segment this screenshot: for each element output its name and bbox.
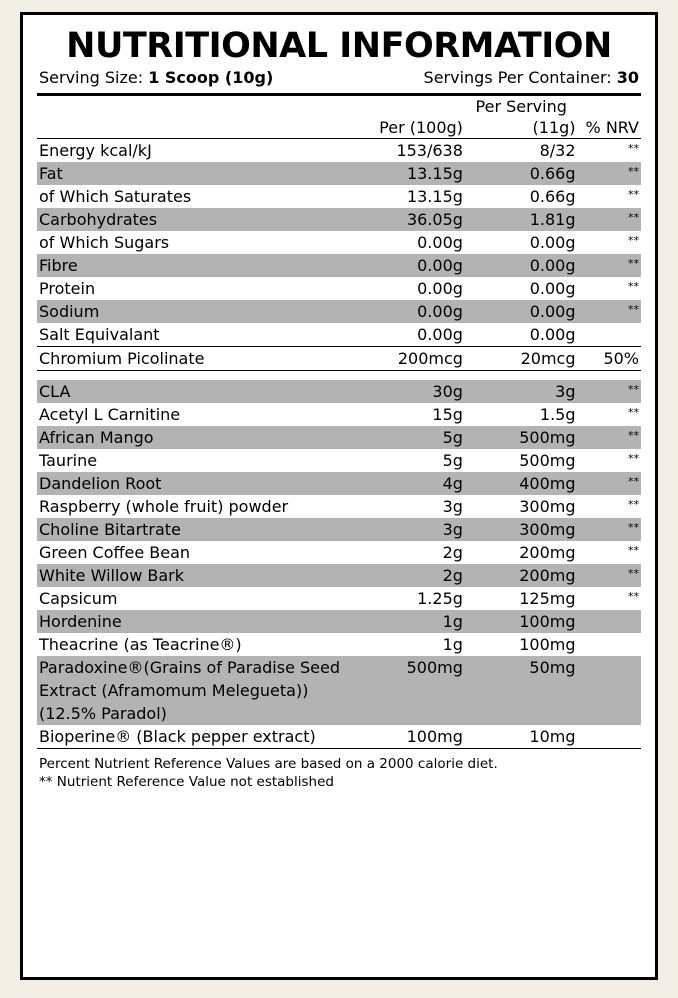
value-per-serving: 300mg: [519, 497, 576, 516]
value-per-100g: 153/638: [396, 141, 463, 160]
table-row: [37, 495, 641, 518]
value-nrv: **: [578, 300, 641, 323]
value-per-serving: 0.00g: [465, 254, 578, 277]
value-per-100g: 0.00g: [344, 300, 465, 323]
value-per-100g: 200mcg: [397, 349, 463, 368]
table-row: [37, 380, 641, 403]
value-per-serving: 125mg: [519, 589, 576, 608]
value-nrv: **: [578, 564, 641, 587]
value-per-serving: 500mg: [465, 426, 578, 449]
value-nrv: **: [578, 426, 641, 449]
value-nrv: [578, 610, 641, 633]
servings-per-container-value: 30: [616, 68, 639, 87]
value-per-100g: 36.05g: [344, 208, 465, 231]
nutrient-name: Chromium Picolinate: [39, 349, 205, 368]
value-nrv: **: [578, 380, 641, 403]
value-nrv: **: [628, 406, 639, 419]
table-row: [37, 472, 641, 495]
table-body-blend: [37, 380, 641, 748]
header-spacer: [37, 96, 344, 117]
value-nrv: **: [628, 590, 639, 603]
value-per-100g: 2g: [344, 564, 465, 587]
nutrient-name: Choline Bitartrate: [37, 518, 344, 541]
value-nrv: **: [578, 208, 641, 231]
header-spacer-2: [344, 96, 465, 117]
nutrient-name: Taurine: [39, 451, 98, 470]
value-per-serving: 0.00g: [465, 300, 578, 323]
nutrient-name: Protein: [39, 279, 96, 298]
value-per-100g: 1g: [344, 610, 465, 633]
nutrient-name: Theacrine (as Teacrine®): [39, 635, 242, 654]
value-per-100g: 4g: [344, 472, 465, 495]
nutrient-name: Fibre: [37, 254, 344, 277]
value-per-100g: 100mg: [406, 727, 463, 746]
table-row: [37, 208, 641, 231]
serving-size-value: 1 Scoop (10g): [148, 68, 274, 87]
table-row: [37, 541, 641, 564]
value-per-100g: 0.00g: [417, 233, 463, 252]
table-row: [37, 725, 641, 748]
value-per-serving: 200mg: [465, 564, 578, 587]
value-nrv: **: [628, 234, 639, 247]
table-row: [37, 347, 641, 370]
value-nrv: [578, 656, 641, 725]
value-per-100g: 15g: [432, 405, 463, 424]
value-nrv: **: [578, 162, 641, 185]
value-per-serving: 0.00g: [529, 279, 576, 298]
value-per-serving: 100mg: [465, 610, 578, 633]
value-per-serving: 0.66g: [465, 162, 578, 185]
value-per-100g: 30g: [344, 380, 465, 403]
table-row: [37, 403, 641, 426]
nutrient-name: Capsicum: [39, 589, 118, 608]
table-body-main: [37, 139, 641, 346]
table-divider-2: [37, 370, 641, 380]
value-per-serving: 0.00g: [529, 233, 576, 252]
value-per-100g: 0.00g: [417, 279, 463, 298]
value-per-100g: 1.25g: [417, 589, 463, 608]
value-nrv: **: [578, 518, 641, 541]
value-per-serving: 20mcg: [520, 349, 576, 368]
value-nrv: **: [628, 280, 639, 293]
table-header-row: [37, 117, 641, 138]
table-row: [37, 633, 641, 656]
value-nrv: **: [628, 188, 639, 201]
table-row: [37, 564, 641, 587]
nutrient-name: Fat: [37, 162, 344, 185]
value-per-100g: 2g: [442, 543, 463, 562]
nutrient-name: Salt Equivalant: [39, 325, 160, 344]
serving-size-label: Serving Size:: [39, 68, 144, 87]
table-row: [37, 610, 641, 633]
nutrient-name: Green Coffee Bean: [39, 543, 191, 562]
value-per-serving: 100mg: [519, 635, 576, 654]
value-nrv: [578, 323, 641, 346]
value-per-serving: 10mg: [529, 727, 576, 746]
value-per-100g: 13.15g: [406, 187, 463, 206]
nutrient-name: White Willow Bark: [37, 564, 344, 587]
footnote-2: ** Nutrient Reference Value not established: [39, 774, 334, 791]
value-per-100g: 500mg: [344, 656, 465, 725]
serving-size: [39, 68, 273, 87]
value-nrv: [578, 633, 641, 656]
table-row: [37, 162, 641, 185]
value-per-100g: 3g: [344, 518, 465, 541]
value-per-100g: 13.15g: [344, 162, 465, 185]
value-nrv: **: [628, 544, 639, 557]
value-per-serving: 8/32: [539, 141, 576, 160]
table-row: [37, 231, 641, 254]
value-per-serving: 200mg: [519, 543, 576, 562]
header-per-100g: Per (100g): [379, 118, 463, 137]
servings-per-container-label: Servings Per Container:: [423, 68, 612, 87]
value-per-100g: 5g: [442, 451, 463, 470]
value-nrv: 50%: [603, 349, 639, 368]
nutrient-name: of Which Sugars: [39, 233, 170, 252]
table-row: [37, 277, 641, 300]
value-per-serving: 1.81g: [465, 208, 578, 231]
header-nutrient: [37, 117, 344, 138]
value-per-serving: 400mg: [465, 472, 578, 495]
header-per-serving-group: Per Serving: [475, 97, 567, 116]
nutrient-name: Sodium: [37, 300, 344, 323]
nutrient-name: Raspberry (whole fruit) powder: [39, 497, 289, 516]
value-nrv: **: [628, 142, 639, 155]
nutrient-name: Hordenine: [37, 610, 344, 633]
nutrient-name: Dandelion Root: [37, 472, 344, 495]
value-per-100g: 0.00g: [417, 325, 463, 344]
table-header-group-row: [37, 96, 641, 117]
header-spacer-3: [578, 96, 641, 117]
nutrition-facts-panel: [20, 12, 658, 980]
nutrient-name: African Mango: [37, 426, 344, 449]
value-per-100g: 0.00g: [344, 254, 465, 277]
table-row: [37, 139, 641, 162]
value-nrv: **: [628, 452, 639, 465]
table-row: [37, 254, 641, 277]
header-per-serving: (11g): [532, 118, 576, 137]
value-per-serving: 50mg: [465, 656, 578, 725]
nutrient-name: Energy kcal/kJ: [39, 141, 152, 160]
table-row: [37, 587, 641, 610]
value-per-serving: 3g: [465, 380, 578, 403]
nutrient-name: Paradoxine®(Grains of Paradise Seed Extract (Aframomum Melegueta))(12.5% Paradol): [37, 656, 344, 725]
table-row: [37, 449, 641, 472]
serving-info: [37, 68, 641, 91]
group-gap: [37, 371, 641, 380]
table-body-mineral: [37, 347, 641, 370]
footnote-1: Percent Nutrient Reference Values are based on a 2000 calorie diet.: [39, 756, 498, 772]
table-row: [37, 426, 641, 449]
table-row: [37, 185, 641, 208]
value-per-serving: 500mg: [519, 451, 576, 470]
value-nrv: **: [628, 498, 639, 511]
nutrient-name: Carbohydrates: [37, 208, 344, 231]
value-per-serving: 0.00g: [529, 325, 576, 344]
nutrient-name: of Which Saturates: [39, 187, 192, 206]
nutrient-name: CLA: [37, 380, 344, 403]
nutrient-name: Bioperine® (Black pepper extract): [39, 727, 316, 746]
footnotes: [37, 749, 641, 791]
nutrient-name: Acetyl L Carnitine: [39, 405, 181, 424]
value-nrv: **: [578, 254, 641, 277]
table-row: [37, 656, 641, 725]
header-nrv: % NRV: [585, 118, 639, 137]
value-per-100g: 3g: [442, 497, 463, 516]
nutrition-table: [37, 96, 641, 748]
page-title: NUTRITIONAL INFORMATION: [66, 26, 612, 66]
table-row: [37, 518, 641, 541]
value-nrv: **: [578, 472, 641, 495]
table-row: [37, 323, 641, 346]
value-per-serving: 0.66g: [529, 187, 576, 206]
servings-per-container: [424, 68, 639, 87]
value-per-100g: 5g: [344, 426, 465, 449]
value-nrv: [578, 725, 641, 748]
value-per-serving: 1.5g: [539, 405, 576, 424]
value-per-serving: 300mg: [465, 518, 578, 541]
value-per-100g: 1g: [442, 635, 463, 654]
table-row: [37, 300, 641, 323]
